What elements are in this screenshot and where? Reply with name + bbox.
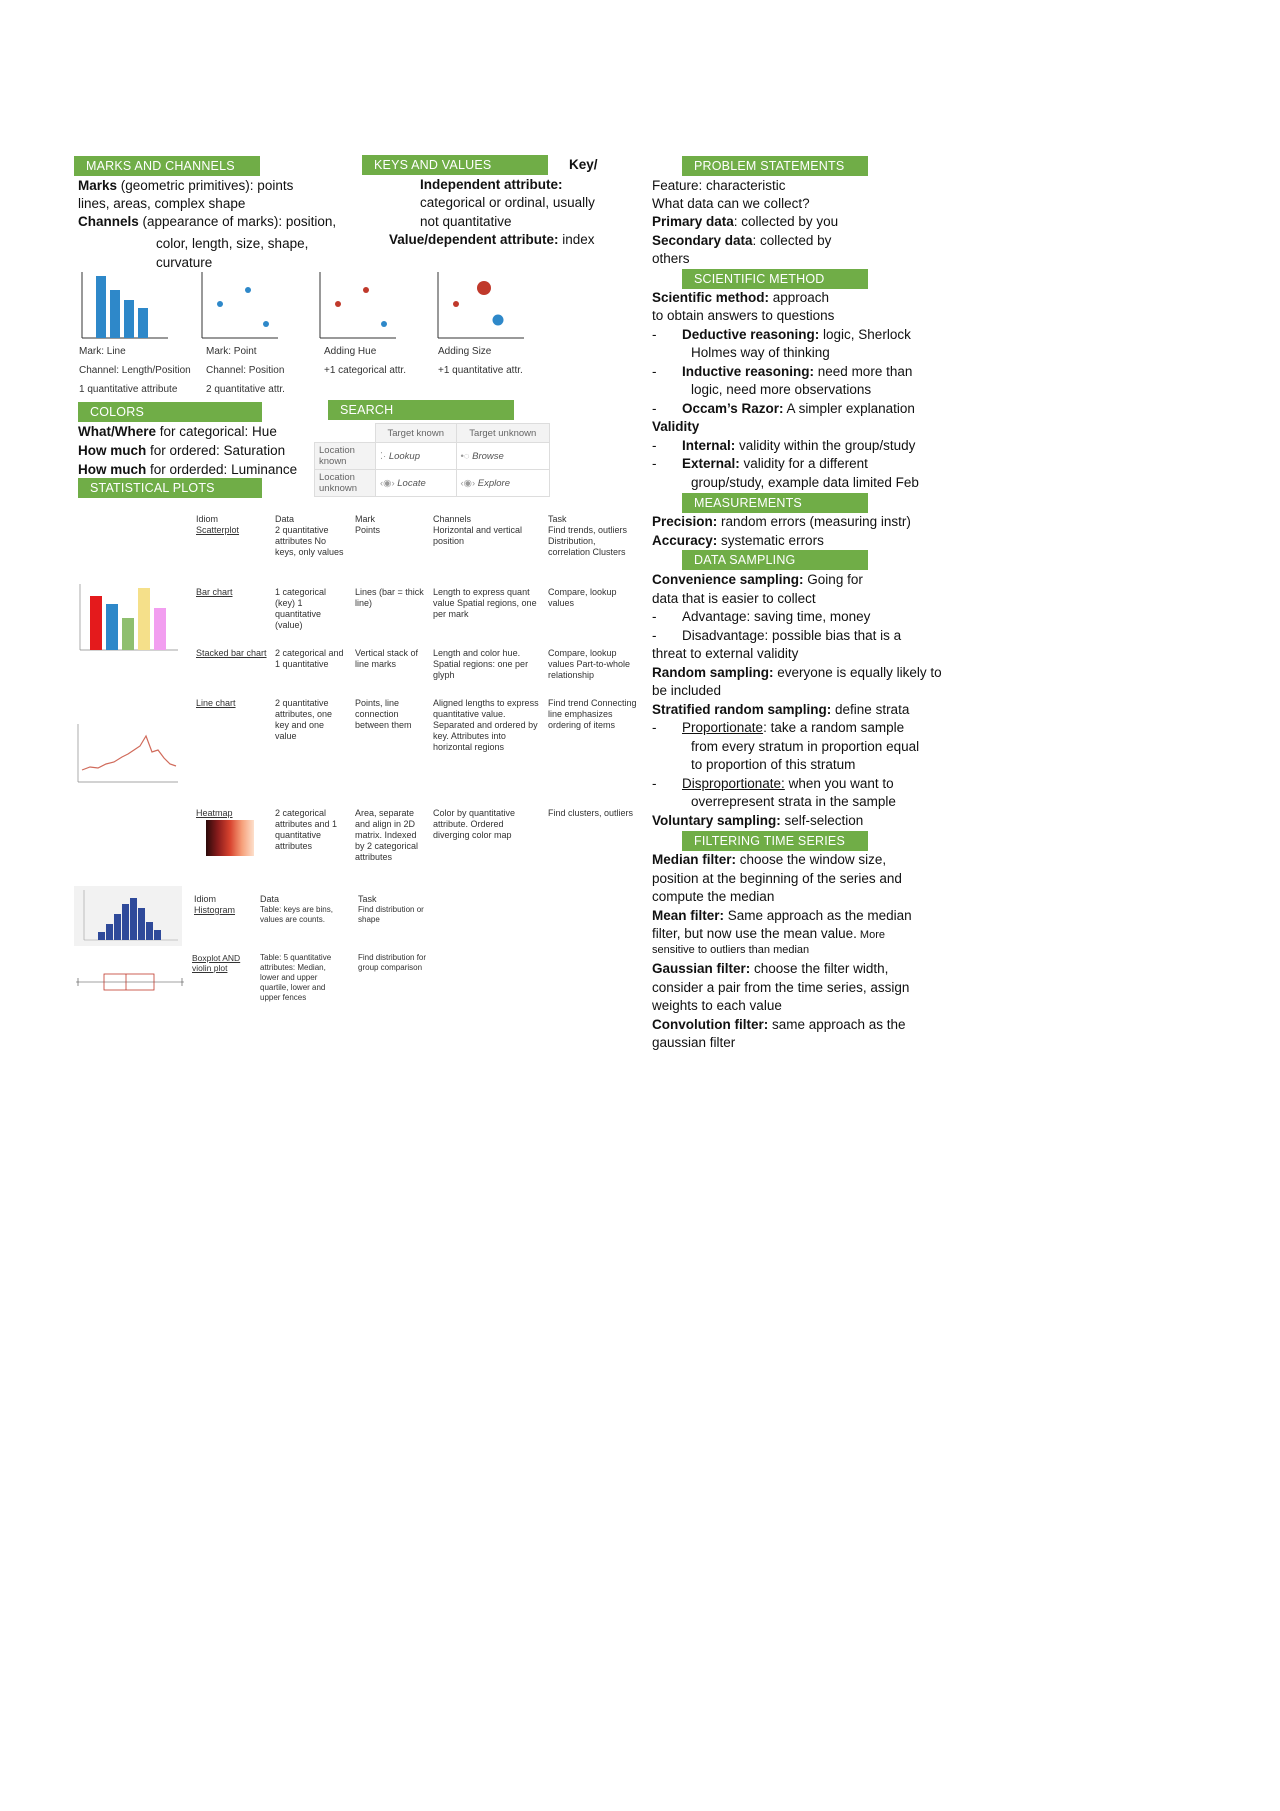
colors-header: COLORS xyxy=(78,402,262,422)
idiom-bar-chart: Bar chart xyxy=(196,587,233,597)
sm-inductive-2: logic, need more observations xyxy=(691,382,872,397)
scientific-method-header: SCIENTIFIC METHOD xyxy=(682,269,868,289)
independent-desc: categorical or ordinal, usually xyxy=(420,195,595,210)
caption-quantitative: +1 quantitative attr. xyxy=(438,365,523,376)
f-convolution-2: gaussian filter xyxy=(652,1035,736,1050)
col-mark: Mark xyxy=(355,514,375,524)
f-mean-3: sensitive to outliers than median xyxy=(652,944,810,956)
colors-what-where: What/Where for categorical: Hue xyxy=(78,424,277,439)
sm-deductive: - Deductive reasoning: logic, Sherlock xyxy=(652,327,911,342)
caption-channel-position: Channel: Position xyxy=(206,365,285,376)
sm-external: - External: validity for a different xyxy=(652,456,868,471)
independent-attr: Independent attribute: xyxy=(420,177,563,192)
browse-icon: •◌ xyxy=(460,450,470,462)
ds-disproportionate-2: overrepresent strata in the sample xyxy=(691,794,896,809)
ds-proportionate-3: to proportion of this stratum xyxy=(691,757,856,772)
task-heatmap: Find clusters, outliers xyxy=(548,808,634,818)
f-gaussian-3: weights to each value xyxy=(652,998,782,1013)
idiom-scatterplot: Scatterplot xyxy=(196,525,240,535)
mark-point-illustration xyxy=(200,272,280,340)
heatmap-thumbnail xyxy=(206,820,254,856)
sm-definition: Scientific method: approach xyxy=(652,290,830,305)
search-lookup: ⁚· Lookup xyxy=(376,443,457,470)
sm-definition-2: to obtain answers to questions xyxy=(652,308,835,323)
adding-size-illustration xyxy=(436,272,526,340)
mark-line-illustration xyxy=(80,272,170,340)
task-stacked-bar: Compare, lookup values Part-to-whole relationship xyxy=(548,648,631,680)
f-mean: Mean filter: Same approach as the median xyxy=(652,908,912,923)
f-gaussian: Gaussian filter: choose the filter width, xyxy=(652,961,889,976)
bar-chart-thumbnail xyxy=(70,584,180,656)
data-heatmap: 2 categorical attributes and 1 quantitative attributes xyxy=(275,808,338,851)
caption-channel-length: Channel: Length/Position xyxy=(79,365,191,376)
caption-adding-hue: Adding Hue xyxy=(324,346,377,357)
hist-col-data: Data xyxy=(260,894,280,904)
idiom-histogram: Histogram xyxy=(194,905,236,915)
value-attr: Value/dependent attribute: index xyxy=(389,232,595,247)
caption-mark-line: Mark: Line xyxy=(79,346,126,357)
ds-convenience-2: data that is easier to collect xyxy=(652,591,816,606)
statistical-plots-header: STATISTICAL PLOTS xyxy=(78,478,262,498)
col-idiom: Idiom xyxy=(196,514,219,524)
search-col-target-known: Target known xyxy=(376,424,457,443)
idiom-heatmap: Heatmap xyxy=(196,808,233,818)
mark-stacked-bar: Vertical stack of line marks xyxy=(355,648,419,669)
ds-random: Random sampling: everyone is equally likely to xyxy=(652,665,942,680)
channels-bar-chart: Length to express quant value Spatial regions, one per mark xyxy=(433,587,537,619)
caption-2-quant: 2 quantitative attr. xyxy=(206,384,285,395)
data-line-chart: 2 quantitative attributes, one key and one value xyxy=(275,698,333,741)
search-header: SEARCH xyxy=(328,400,514,420)
task-boxplot: Find distribution for group comparison xyxy=(358,953,427,972)
ds-advantage: - Advantage: saving time, money xyxy=(652,609,871,624)
ps-primary: Primary data: collected by you xyxy=(652,214,839,229)
col-data: Data xyxy=(275,514,295,524)
search-row-location-unknown: Location unknown xyxy=(315,470,376,497)
task-bar-chart: Compare, lookup values xyxy=(548,587,617,608)
ds-disproportionate: - Disproportionate: when you want to xyxy=(652,776,894,791)
search-row-location-known: Location known xyxy=(315,443,376,470)
sm-deductive-2: Holmes way of thinking xyxy=(691,345,830,360)
data-scatterplot: 2 quantitative attributes No keys, only values xyxy=(275,525,344,557)
ps-feature: Feature: characteristic xyxy=(652,178,786,193)
hist-col-task: Task xyxy=(358,894,377,904)
task-scatterplot: Find trends, outliers Distribution, correlation Clusters xyxy=(548,525,628,557)
explore-icon: ‹◉› xyxy=(460,477,476,489)
f-convolution: Convolution filter: same approach as the xyxy=(652,1017,906,1032)
hist-col-idiom: Idiom xyxy=(194,894,217,904)
sm-validity: Validity xyxy=(652,419,700,434)
ps-others: others xyxy=(652,251,690,266)
boxplot-thumbnail xyxy=(74,960,186,1008)
search-table xyxy=(314,423,550,497)
channels-scatterplot: Horizontal and vertical position xyxy=(433,525,523,546)
problem-statements-header: PROBLEM STATEMENTS xyxy=(682,156,868,176)
ds-convenience: Convenience sampling: Going for xyxy=(652,572,863,587)
sm-internal: - Internal: validity within the group/study xyxy=(652,438,916,453)
idiom-line-chart: Line chart xyxy=(196,698,236,708)
f-median: Median filter: choose the window size, xyxy=(652,852,887,867)
measurements-header: MEASUREMENTS xyxy=(682,493,868,513)
data-bar-chart: 1 categorical (key) 1 quantitative (value) xyxy=(275,587,327,630)
key-label: Key/ xyxy=(569,157,598,172)
f-mean-2: filter, but now use the mean value. More xyxy=(652,926,885,941)
data-stacked-bar: 2 categorical and 1 quantitative xyxy=(275,648,344,669)
m-precision: Precision: random errors (measuring instr) xyxy=(652,514,911,529)
search-explore: ‹◉› Explore xyxy=(456,470,550,497)
f-median-3: compute the median xyxy=(652,889,775,904)
mark-scatterplot: Points xyxy=(355,525,381,535)
ds-proportionate-2: from every stratum in proportion equal xyxy=(691,739,920,754)
marks-line-2: lines, areas, complex shape xyxy=(78,196,246,211)
idiom-boxplot: Boxplot AND violin plot xyxy=(192,953,241,973)
ds-stratified: Stratified random sampling: define strata xyxy=(652,702,910,717)
adding-hue-illustration xyxy=(318,272,398,340)
f-median-2: position at the beginning of the series and xyxy=(652,871,902,886)
ps-question: What data can we collect? xyxy=(652,196,810,211)
caption-mark-point: Mark: Point xyxy=(206,346,257,357)
idiom-stacked-bar: Stacked bar chart xyxy=(196,648,267,658)
channels-heatmap: Color by quantitative attribute. Ordered diverging color map xyxy=(433,808,516,840)
search-col-target-unknown: Target unknown xyxy=(456,424,550,443)
keys-values-header: KEYS AND VALUES xyxy=(362,155,548,175)
sm-external-2: group/study, example data limited Feb xyxy=(691,475,919,490)
caption-categorical: +1 categorical attr. xyxy=(324,365,406,376)
ds-disadvantage-2: threat to external validity xyxy=(652,646,799,661)
data-boxplot: Table: 5 quantitative attributes: Median, lower and upper quartile, lower and upper fences xyxy=(260,953,332,1002)
f-gaussian-2: consider a pair from the time series, assign xyxy=(652,980,910,995)
search-browse: •◌ Browse xyxy=(456,443,550,470)
filtering-header: FILTERING TIME SERIES xyxy=(682,831,868,851)
col-task: Task xyxy=(548,514,567,524)
search-locate: ‹◉› Locate xyxy=(376,470,457,497)
mark-heatmap: Area, separate and align in 2D matrix. Indexed by 2 categorical attributes xyxy=(355,808,419,862)
data-sampling-header: DATA SAMPLING xyxy=(682,550,868,570)
colors-how-much-saturation: How much for ordered: Saturation xyxy=(78,443,286,458)
locate-icon: ‹◉› xyxy=(380,477,395,489)
task-histogram: Find distribution or shape xyxy=(358,905,424,924)
channels-line-3: curvature xyxy=(156,255,213,270)
ds-voluntary: Voluntary sampling: self-selection xyxy=(652,813,864,828)
ds-proportionate: - Proportionate: take a random sample xyxy=(652,720,905,735)
ds-random-2: be included xyxy=(652,683,722,698)
histogram-thumbnail xyxy=(74,886,182,946)
m-accuracy: Accuracy: systematic errors xyxy=(652,533,824,548)
caption-adding-size: Adding Size xyxy=(438,346,492,357)
channels-stacked-bar: Length and color hue. Spatial regions: one per glyph xyxy=(433,648,529,680)
channels-line-2: color, length, size, shape, xyxy=(156,236,309,251)
marks-channels-header: MARKS AND CHANNELS xyxy=(74,156,260,176)
marks-line: Marks (geometric primitives): points xyxy=(78,178,294,193)
col-channels: Channels xyxy=(433,514,472,524)
mark-bar-chart: Lines (bar = thick line) xyxy=(355,587,424,608)
data-histogram: Table: keys are bins, values are counts. xyxy=(260,905,333,924)
channels-line: Channels (appearance of marks): position, xyxy=(78,214,337,229)
sm-inductive: - Inductive reasoning: need more than xyxy=(652,364,913,379)
channels-line-chart: Aligned lengths to express quantitative value. Separated and ordered by key. Attributes into horizontal regions xyxy=(433,698,539,752)
colors-how-much-luminance: How much for orderded: Luminance xyxy=(78,462,298,477)
sm-occam: - Occam’s Razor: A simpler explanation xyxy=(652,401,915,416)
mark-line-chart: Points, line connection between them xyxy=(355,698,412,730)
ps-secondary: Secondary data: collected by xyxy=(652,233,832,248)
task-line-chart: Find trend Connecting line emphasizes ordering of items xyxy=(548,698,637,730)
caption-1-quant: 1 quantitative attribute xyxy=(79,384,178,395)
ds-disadvantage: - Disadvantage: possible bias that is a xyxy=(652,628,902,643)
independent-desc-2: not quantitative xyxy=(420,214,512,229)
line-chart-thumbnail xyxy=(72,724,182,788)
lookup-icon: ⁚· xyxy=(380,450,387,462)
